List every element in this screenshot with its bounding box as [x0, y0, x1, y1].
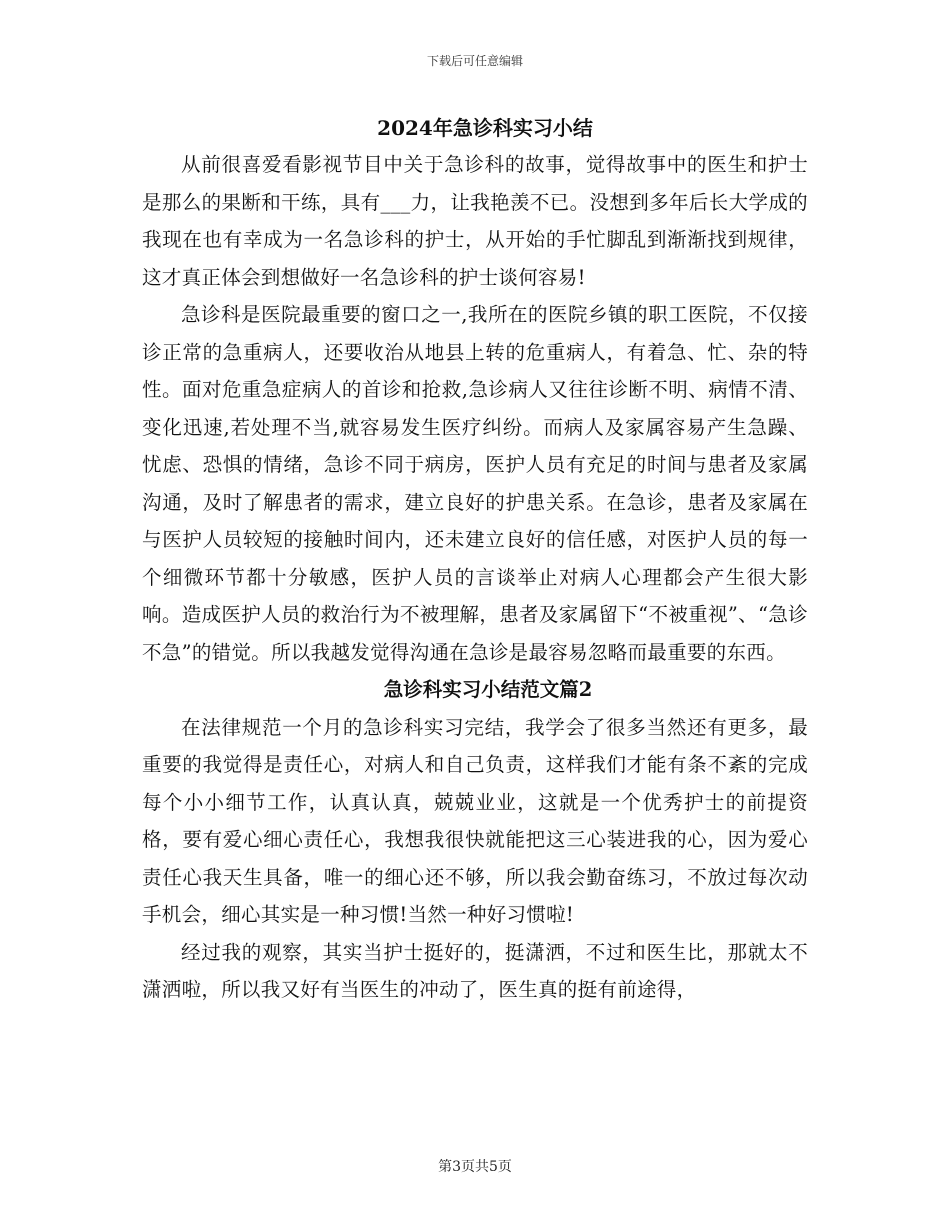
paragraph-responsibility: 在法律规范一个月的急诊科实习完结，我学会了很多当然还有更多，最重要的我觉得是责任心，对病人和自己负责，这样我们才能有条不紊的完成每个小小细节工作，认真认真，兢兢业业，这就是一个优秀护士的前提资格，要有爱心细心责任心，我想我很快就能把这三心装进我的心，因为爱心责任心我天生具备，唯一的细心还不够，所以我会勤奋练习，不放过每次动手机会，细心其实是一种习惯!当然一种好习惯啦! — [142, 715, 808, 926]
paragraph-emergency-department: 急诊科是医院最重要的窗口之一,我所在的医院乡镇的职工医院，不仅接诊正常的急重病人，还要收治从地县上转的危重病人，有着急、忙、杂的特性。面对危重急症病人的首诊和抢救,急诊病人又往往诊断不明、病情不清、变化迅速,若处理不当,就容易发生医疗纠纷。而病人及家属容易产生急躁、忧虑、恐惧的情绪，急诊不同于病房，医护人员有充足的时间与患者及家属沟通，及时了解患者的需求，建立良好的护患关系。在急诊，患者及家属在与医护人员较短的接触时间内，还未建立良好的信任感，对医护人员的每一个细微环节都十分敏感，医护人员的言谈举止对病人心理都会产生很大影响。造成医护人员的救治行为不被理解，患者及家属留下“不被重视”、“急诊不急”的错觉。所以我越发觉得沟通在急诊是最容易忽略而最重要的东西。 — [142, 303, 808, 664]
paragraph-observation: 经过我的观察，其实当护士挺好的，挺潇洒，不过和医生比，那就太不潇洒啦，所以我又好有当医生的冲动了，医生真的挺有前途得， — [142, 940, 808, 1001]
document-body — [142, 110, 808, 1009]
page-number: 第3页共5页 — [438, 1159, 512, 1175]
page-header-note: 下载后可任意编辑 — [426, 54, 523, 68]
document-title: 2024年急诊科实习小结 — [377, 116, 593, 140]
section-2-title: 急诊科实习小结范文篇2 — [383, 678, 593, 701]
paragraph-intro: 从前很喜爱看影视节目中关于急诊科的故事，觉得故事中的医生和护士是那么的果断和干练，具有___力，让我艳羡不已。没想到多年后长大学成的我现在也有幸成为一名急诊科的护士，从开始的手忙脚乱到渐渐找到规律，这才真正体会到想做好一名急诊科的护士谈何容易! — [142, 153, 808, 289]
